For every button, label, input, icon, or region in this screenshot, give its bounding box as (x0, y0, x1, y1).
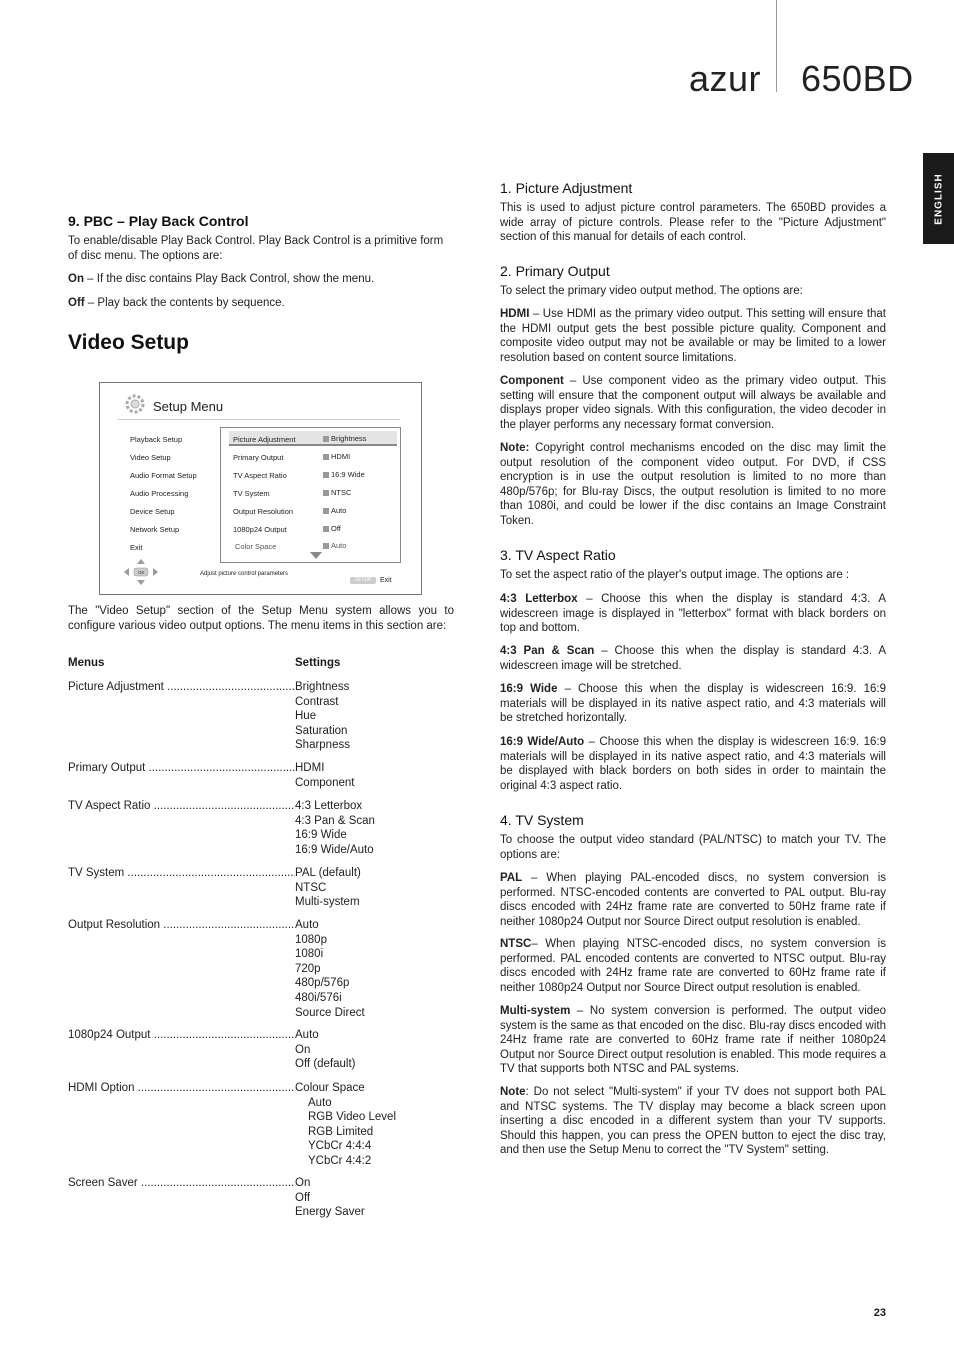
setting-value: Brightness (295, 681, 350, 693)
setting-value: Component (295, 776, 355, 789)
menu-row-name: TV System ..... (68, 866, 295, 881)
menu-item: Device Setup (130, 507, 175, 516)
note-label: Note: (500, 442, 530, 454)
value-box-icon (323, 543, 329, 549)
exit-label: Exit (380, 577, 392, 584)
wide-auto-label: 16:9 Wide/Auto (500, 736, 585, 748)
tv-system-note (500, 1085, 886, 1158)
setting-value: On (295, 1043, 311, 1056)
aspect-wide-auto (500, 735, 886, 793)
hdmi-text: – Use HDMI as the primary video output. This setting will ensure that the HDMI output gets the best possible picture quality. Component and composite video output may not be available or may be limited to a lower resolution based on content source limitations. (500, 308, 886, 364)
submenu-value-text: Auto (331, 506, 347, 515)
pbc-off (68, 296, 454, 311)
wide-auto-text: – Choose this when the display is widescreen 16:9. 16:9 materials will be displayed in its native aspect ratio, and 4:3 materials will be displayed with black borders on both sides in order to maintain the original 4:3 aspect ratio. (500, 736, 886, 792)
primary-output-note (500, 441, 886, 529)
panscan-label: 4:3 Pan & Scan (500, 645, 595, 657)
multi-label: Multi-system (500, 1005, 571, 1017)
menu-item: Video Setup (130, 453, 171, 462)
menu-row-name: Primary Output ..... (68, 761, 295, 776)
header-divider (776, 0, 777, 92)
submenu-item: Picture Adjustment (233, 435, 296, 444)
menu-item: Audio Processing (130, 489, 189, 498)
setting-value: 720p (295, 962, 321, 975)
menu-row-values (295, 866, 361, 910)
submenu-value (323, 524, 341, 533)
setting-value: 1080i (295, 948, 324, 961)
setting-value: Energy Saver (295, 1206, 365, 1219)
letterbox-label: 4:3 Letterbox (500, 593, 578, 605)
setting-value: Auto (295, 1029, 319, 1041)
setting-value: YCbCr 4:4:4 (308, 1140, 372, 1153)
tv-system-heading: 4. TV System (500, 812, 584, 828)
setting-value: Colour Space (295, 1082, 365, 1094)
scroll-down-arrow-icon (310, 552, 322, 560)
setting-value: On (295, 1177, 311, 1189)
note-text: : Do not select "Multi-system" if your TV does not support both PAL and NTSC systems. The TV display may become a black screen upon inserting a disc encoded in a different system than your TV supports. Should this happen, you can press the OPEN button to eject the disc tray, and then use the Setup Menu to correct the "TV System" setting. (500, 1086, 886, 1157)
submenu-item: 1080p24 Output (233, 525, 287, 534)
pal-label: PAL (500, 872, 523, 884)
title-divider (118, 419, 400, 420)
ntsc-label: NTSC (500, 938, 532, 950)
pbc-on-label: On (68, 273, 84, 285)
note-label: Note (500, 1086, 526, 1098)
ok-button-label: OK (138, 570, 145, 575)
setting-value: Sharpness (295, 739, 350, 752)
aspect-letterbox (500, 592, 886, 636)
setting-value: 16:9 Wide (295, 829, 347, 842)
menu-item: Audio Format Setup (130, 471, 197, 480)
pbc-heading (68, 213, 454, 229)
setting-value: Saturation (295, 724, 348, 737)
panscan-text: – Choose this when the display is standard 4:3. A widescreen image will be stretched. (500, 645, 886, 672)
menu-item: Exit (130, 543, 143, 552)
pal-text: – When playing PAL-encoded discs, no system conversion is performed. NTSC-encoded contents are converted to PAL output. Blu-ray discs encoded with 24Hz frame rate are converted to 50Hz frame rate if neither 1080p24 Output nor Source Direct output resolution is enabled. (500, 872, 886, 928)
tv-system-pal (500, 871, 886, 929)
pbc-intro: To enable/disable Play Back Control. Play Back Control is a primitive form of disc menu. The options are: (68, 235, 444, 262)
value-box-icon (323, 454, 329, 460)
submenu-value (323, 506, 346, 515)
setting-value: Source Direct (295, 1006, 365, 1019)
ntsc-text: – When playing NTSC-encoded discs, no system conversion is performed. PAL encoded contents are converted to NTSC output. Blu-ray discs encoded with 24Hz frame rate are converted to 60Hz frame rate if neither 1080p24 Output nor Source Direct output resolution is enabled. (500, 938, 886, 994)
menu-row-name: TV Aspect Ratio ..... (68, 799, 295, 814)
menu-row-values (295, 1081, 396, 1169)
submenu-value (323, 488, 351, 497)
menu-item: Network Setup (130, 525, 180, 534)
tv-system-ntsc (500, 937, 886, 995)
submenu-value (323, 470, 365, 479)
value-box-icon (323, 472, 329, 478)
gear-icon (124, 393, 146, 415)
settings-header: Settings (295, 657, 341, 669)
wide-text: – Choose this when the display is widescreen 16:9. 16:9 materials will be displayed in its native aspect ratio, and 4:3 materials will be stretched horizontally. (500, 683, 886, 725)
setup-menu-screenshot (99, 382, 422, 595)
submenu-value (323, 452, 350, 461)
menu-row-values (295, 799, 375, 857)
menu-row-name: Output Resolution ..... (68, 918, 295, 933)
menu-item: Playback Setup (130, 435, 183, 444)
setting-value: PAL (default) (295, 867, 361, 879)
value-box-icon (323, 526, 329, 532)
submenu-value-text: NTSC (331, 488, 352, 497)
multi-text: – No system conversion is performed. The output video system is the same as that encoded on the disc. Blu-ray discs encoded with 24Hz frame rate are converted to 60Hz frame rate if neither 1080p24 Output nor Source Direct output resolution is enabled. This mode requires a TV that supports both NTSC and PAL systems. (500, 1005, 886, 1076)
pbc-on (68, 272, 454, 287)
submenu-item: Color Space (235, 542, 277, 551)
language-tab (923, 153, 954, 244)
submenu-value (323, 434, 366, 443)
setting-value: HDMI (295, 762, 325, 774)
setting-value: 480p/576p (295, 977, 350, 990)
submenu-value-text: Off (331, 524, 341, 533)
pbc-heading-text: 9. PBC – Play Back Control (68, 213, 249, 229)
menus-header: Menus (68, 657, 105, 669)
setting-value: Contrast (295, 695, 339, 708)
primary-output-heading: 2. Primary Output (500, 263, 610, 279)
submenu-value-text: HDMI (331, 452, 351, 461)
hdmi-label: HDMI (500, 308, 530, 320)
aspect-panscan (500, 644, 886, 673)
setting-value: 4:3 Letterbox (295, 800, 363, 812)
submenu-item: TV Aspect Ratio (233, 471, 287, 480)
submenu-value-text: Brightness (331, 434, 367, 443)
component-label: Component (500, 375, 564, 387)
primary-output-component (500, 374, 886, 432)
setting-value: 16:9 Wide/Auto (295, 843, 374, 856)
picture-adjustment-heading: 1. Picture Adjustment (500, 180, 633, 196)
setting-value: Off (295, 1191, 311, 1204)
setting-value: Multi-system (295, 896, 360, 909)
setting-value: Auto (308, 1096, 332, 1109)
menu-row-values (295, 1028, 356, 1072)
value-box-icon (323, 508, 329, 514)
submenu-item: TV System (233, 489, 270, 498)
setting-value: Off (default) (295, 1058, 356, 1071)
hint-text: Adjust picture control parameters (200, 571, 289, 577)
submenu-value-text: Auto (331, 541, 347, 550)
menu-row-name: 1080p24 Output ..... (68, 1028, 295, 1043)
submenu-item: Output Resolution (233, 507, 294, 516)
tv-system-multi (500, 1004, 886, 1077)
primary-output-hdmi (500, 307, 886, 365)
video-setup-intro: The "Video Setup" section of the Setup Menu system allows you to configure various video output options. The menu items in this section are: (68, 605, 454, 632)
wide-label: 16:9 Wide (500, 683, 558, 695)
tv-system-intro: To choose the output video standard (PAL/NTSC) to match your TV. The options are: (500, 834, 886, 861)
submenu-panel (220, 427, 401, 563)
note-text: Copyright control mechanisms encoded on the disc may limit the output resolution of the component video output. For DVD, if CSS encryption is in use the output resolution is limited to no more than 480p/576p; for Blu-ray Discs, the output resolution is limited to no more than 1080i, and could be lower if the disc contains an Image Constraint Token. (500, 442, 886, 527)
setting-value: NTSC (295, 881, 327, 894)
letterbox-text: – Choose this when the display is standard 4:3. A widescreen image is displayed in "letterbox" format with black borders on top and bottom. (500, 593, 886, 635)
setup-key-icon: SETUP (350, 577, 376, 584)
setting-value: 1080p (295, 933, 327, 946)
menu-row-values (295, 918, 365, 1020)
menu-row-values (295, 761, 354, 790)
pbc-off-text: – Play back the contents by sequence. (84, 297, 285, 309)
pbc-off-label: Off (68, 297, 85, 309)
menu-row-name: Screen Saver ..... (68, 1176, 295, 1191)
brand-azur: azur (689, 58, 762, 99)
submenu-value-text: 16:9 Wide (331, 470, 365, 479)
submenu-value (323, 541, 346, 550)
primary-output-intro: To select the primary video output method. The options are: (500, 285, 803, 297)
language-tab-label: ENGLISH (933, 172, 944, 225)
submenu-item: Primary Output (233, 453, 284, 462)
value-box-icon (323, 436, 329, 442)
setting-value: YCbCr 4:4:2 (308, 1154, 372, 1167)
menu-row-values (295, 1176, 365, 1220)
setting-value: 4:3 Pan & Scan (295, 814, 375, 827)
setting-value: RGB Limited (308, 1125, 374, 1138)
menu-row-name: Picture Adjustment ..... (68, 680, 295, 695)
menu-row-name: HDMI Option ..... (68, 1081, 295, 1096)
aspect-wide (500, 682, 886, 726)
tv-aspect-heading: 3. TV Aspect Ratio (500, 547, 616, 563)
setting-value: 480i/576i (295, 991, 342, 1004)
setting-value: RGB Video Level (308, 1111, 397, 1124)
setting-value: Hue (295, 710, 317, 723)
tv-aspect-intro: To set the aspect ratio of the player's output image. The options are : (500, 569, 850, 581)
menu-row-values (295, 680, 350, 753)
picture-adjustment-text: This is used to adjust picture control parameters. The 650BD provides a wide array of picture controls. Please refer to the "Picture Adjustment" section of this manual for details of each control. (500, 202, 886, 244)
brand-model: 650BD (801, 58, 914, 99)
value-box-icon (323, 490, 329, 496)
component-text: – Use component video as the primary video output. This setting will ensure that the component output will always be available and displays proper video signals. With this configuration, the video decoder in the player performs any necessary format conversion. (500, 375, 886, 431)
video-setup-title: Video Setup (68, 331, 189, 354)
setting-value: Auto (295, 919, 319, 931)
pbc-on-text: – If the disc contains Play Back Control, show the menu. (83, 273, 375, 285)
setup-menu-title: Setup Menu (153, 399, 224, 414)
page-number: 23 (873, 1307, 886, 1319)
